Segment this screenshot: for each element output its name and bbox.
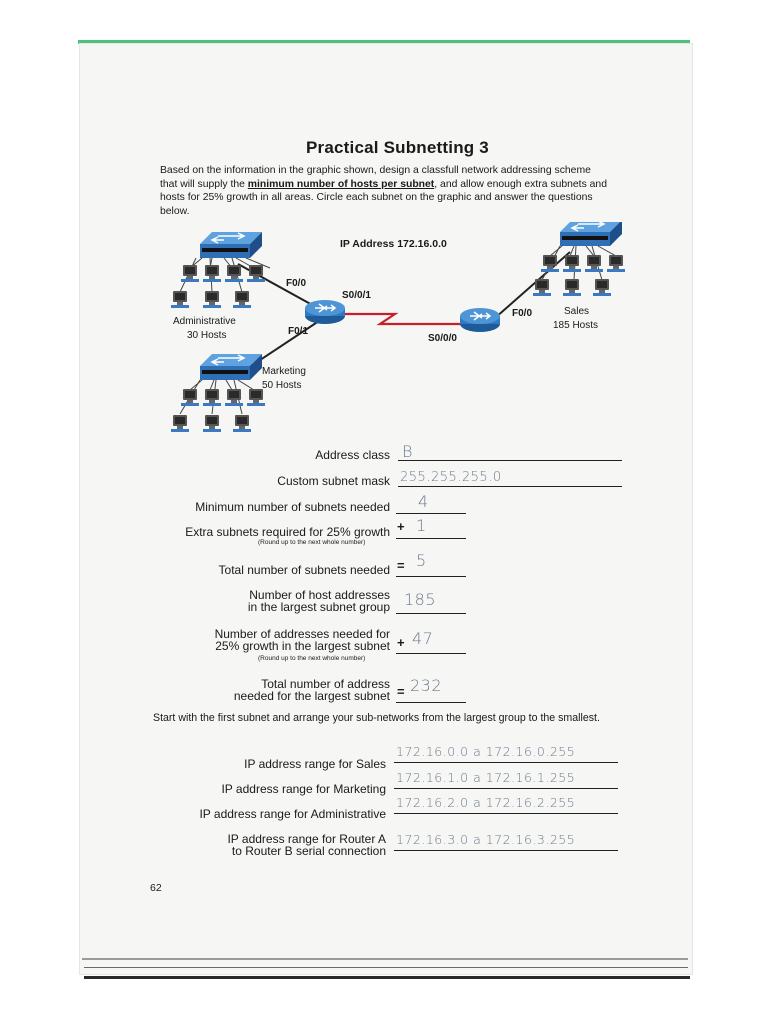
equals-sign: = [397, 684, 405, 699]
growth-addresses-note: (Round up to the next whole number) [258, 655, 366, 662]
min-subnets-label: Minimum number of subnets needed [195, 500, 390, 514]
marketing-name: Marketing [262, 366, 306, 377]
workstation-icon [203, 389, 221, 406]
router-icon [460, 308, 500, 332]
page-number: 62 [150, 882, 162, 894]
router-range-label-1: IP address range for Router A [227, 832, 386, 846]
workstation-icon [233, 291, 251, 308]
intro-bold: minimum number of hosts per subnet [247, 178, 435, 190]
custom-mask-answer: 255.255.255.0 [400, 470, 502, 485]
workstation-icon [247, 265, 265, 282]
extra-subnets-label: Extra subnets required for 25% growth [185, 525, 390, 539]
port-f00-sales-label: F0/0 [512, 308, 533, 319]
workstation-icon [225, 389, 243, 406]
plus-sign: + [397, 519, 405, 534]
page-title: Practical Subnetting 3 [306, 138, 489, 157]
total-addresses-label [140, 678, 390, 702]
admin-name: Administrative [173, 316, 236, 327]
growth-addresses-label-1: Number of addresses needed for [214, 627, 390, 641]
router-range-answer: 172.16.3.0 a 172.16.3.255 [396, 832, 576, 847]
extra-subnets-field[interactable] [396, 522, 466, 539]
workstation-icon [181, 389, 199, 406]
workstation-icon [181, 265, 199, 282]
extra-subnets-note: (Round up to the next whole number) [258, 539, 366, 546]
total-subnets-label: Total number of subnets needed [218, 563, 390, 577]
workstation-icon [203, 291, 221, 308]
workstation-icon [541, 255, 559, 272]
intro-paragraph [160, 164, 610, 218]
workstation-icon [593, 279, 611, 296]
host-largest-label-2: in the largest subnet group [247, 600, 390, 614]
growth-addresses-label-2: 25% growth in the largest subnet [215, 639, 390, 653]
start-instruction: Start with the first subnet and arrange your sub-networks from the largest group to the smallest. [153, 712, 600, 724]
sales-name: Sales [564, 306, 590, 317]
router-range-label-2: to Router B serial connection [231, 844, 386, 858]
ip-address-label: IP Address 172.16.0.0 [340, 238, 447, 250]
admin-range-answer: 172.16.2.0 a 172.16.2.255 [396, 795, 576, 810]
workstation-icon [533, 279, 551, 296]
port-s000-label: S0/0/0 [428, 333, 457, 344]
address-class-answer: B [402, 442, 413, 461]
admin-range-label: IP address range for Administrative [199, 807, 386, 821]
router-icon [305, 300, 345, 324]
router-range-label [150, 833, 386, 857]
extra-subnets-answer: 1 [416, 516, 427, 535]
workstation-icon [225, 265, 243, 282]
min-subnets-answer: 4 [418, 492, 429, 511]
min-subnets-field[interactable] [396, 497, 466, 514]
host-largest-answer: 185 [404, 590, 437, 609]
growth-addresses-label [140, 628, 390, 652]
address-class-label: Address class [315, 448, 390, 462]
workstation-icon [203, 265, 221, 282]
sales-hosts: 185 Hosts [553, 320, 599, 331]
marketing-range-answer: 172.16.1.0 a 172.16.1.255 [396, 770, 576, 785]
workstation-icon [563, 279, 581, 296]
total-addresses-answer: 232 [410, 676, 443, 695]
plus-sign: + [397, 635, 405, 650]
port-s001-label: S0/0/1 [342, 290, 371, 301]
custom-mask-label: Custom subnet mask [277, 474, 390, 488]
workstation-icon [607, 255, 625, 272]
switch-icon [560, 222, 622, 246]
workstation-icon [233, 415, 251, 432]
sheet-edge [84, 967, 688, 968]
switch-icon [200, 354, 262, 380]
host-largest-label [140, 589, 390, 613]
sales-range-label: IP address range for Sales [244, 757, 386, 771]
workstation-icon [171, 291, 189, 308]
total-addresses-label-2: needed for the largest subnet [233, 689, 390, 703]
sales-range-answer: 172.16.0.0 a 172.16.0.255 [396, 744, 576, 759]
total-subnets-field[interactable] [396, 560, 466, 577]
intro-part1: Based on the information in the graphic shown, design a classfull network addressing scheme that will supply the [160, 165, 591, 190]
marketing-hosts: 50 Hosts [262, 380, 302, 391]
marketing-range-label: IP address range for Marketing [221, 782, 386, 796]
sheet-edge [84, 976, 690, 979]
switch-icon [200, 232, 262, 258]
equals-sign: = [397, 558, 405, 573]
sheet-edge [82, 958, 688, 960]
host-largest-label-1: Number of host addresses [249, 588, 390, 602]
workstation-icon [563, 255, 581, 272]
workstation-icon [585, 255, 603, 272]
address-class-field[interactable] [398, 444, 622, 461]
growth-addresses-answer: 47 [412, 629, 434, 648]
intro-part2: , and allow enough extra subnets and hosts for 25% growth in all areas. Circle each subnet on the graphic and answer the questions below. [160, 178, 607, 217]
admin-hosts: 30 Hosts [187, 330, 227, 341]
workstation-icon [171, 415, 189, 432]
port-f01-label: F0/1 [288, 326, 309, 337]
port-f00-label: F0/0 [286, 278, 307, 289]
total-addresses-label-1: Total number of address [261, 677, 390, 691]
workstation-icon [203, 415, 221, 432]
total-subnets-answer: 5 [416, 551, 427, 570]
